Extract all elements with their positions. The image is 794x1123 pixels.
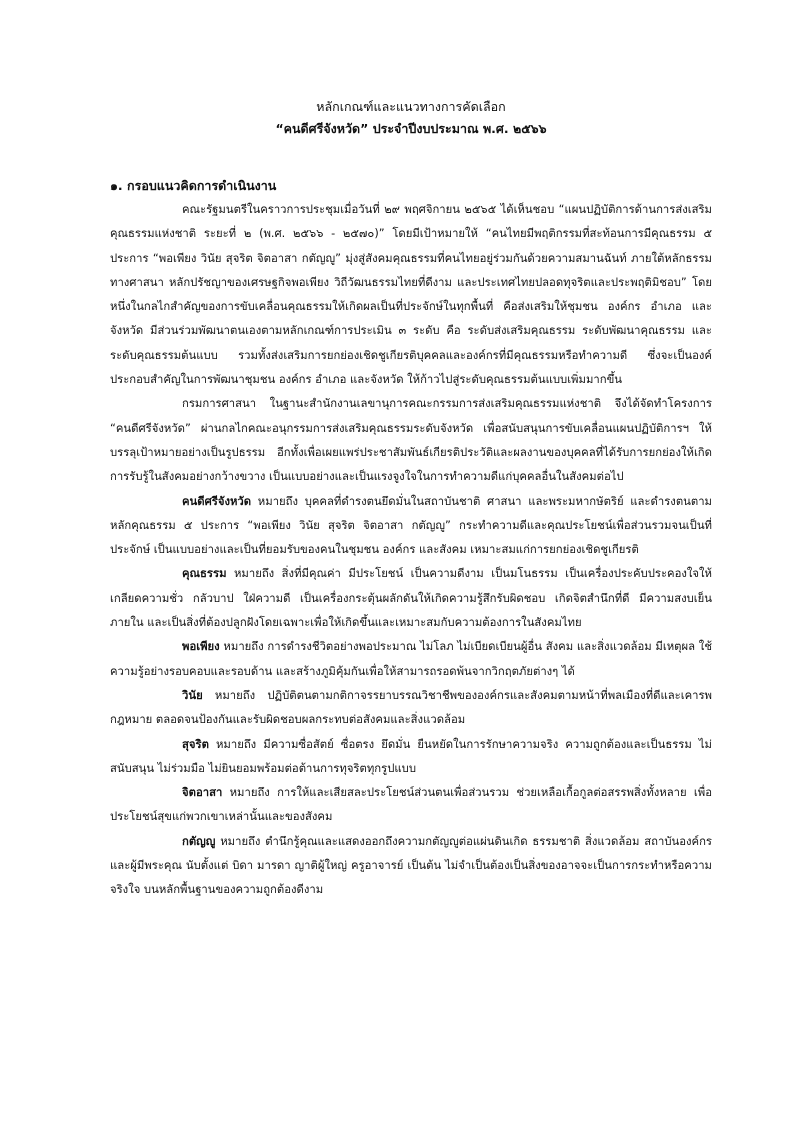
title-line-1: หลักเกณฑ์และแนวทางการคัดเลือก <box>316 99 506 114</box>
definition-term: พอเพียง <box>182 640 220 654</box>
definition-text: หมายถึง บุคคลที่ดำรงตนยึดมั่นในสถาบันชาติ ศาสนา และพระมหากษัตริย์ และดำรงตนตามหลักคุณธรรม ๕ ประการ “พอเพียง วินัย สุจริต จิตอาสา กตัญญู” กระทำความดีและคุณประโยชน์เพื่อส่วนรวมจนเป็นที่ประจักษ์ เป็นแบบอย่างและเป็นที่ยอมรับของคนในชุมชน องค์กร และสังคม เหมาะสมแก่การยกย่องเชิดชูเกียรติ <box>110 494 712 557</box>
definition-term: คุณธรรม <box>182 567 227 581</box>
definition-winai <box>110 684 712 733</box>
definition-khunatham <box>110 562 712 635</box>
definition-term: จิตอาสา <box>182 786 223 800</box>
paragraph-project: กรมการศาสนา ในฐานะสำนักงานเลขานุการคณะกรรมการส่งเสริมคุณธรรมแห่งชาติ จึงได้จัดทำโครงการ “คนดีศรีจังหวัด” ผ่านกลไกคณะอนุกรรมการส่งเสริมคุณธรรมระดับจังหวัด เพื่อสนับสนุนการขับเคลื่อนแผนปฏิบัติการฯ ให้บรรลุเป้าหมายอย่างเป็นรูปธรรม อีกทั้งเพื่อเผยแพร่ประชาสัมพันธ์เกียรติประวัติและผลงานของบุคคลที่ได้รับการยกย่องให้เกิดการรับรู้ในสังคมอย่างกว้างขวาง เป็นแบบอย่างและเป็นแรงจูงใจในการทำความดีแก่บุคคลอื่นในสังคมต่อไป <box>110 397 712 484</box>
section-heading: ๑. กรอบแนวคิดการดำเนินงาน <box>110 178 277 193</box>
paragraph-background: คณะรัฐมนตรีในคราวการประชุมเมื่อวันที่ ๒๙ พฤศจิกายน ๒๕๖๕ ได้เห็นชอบ “แผนปฏิบัติการด้านการส่งเสริมคุณธรรมแห่งชาติ ระยะที่ ๒ (พ.ศ. ๒๕๖๖ - ๒๕๗๐)” โดยมีเป้าหมายให้ “คนไทยมีพฤติกรรมที่สะท้อนการมีคุณธรรม ๕ ประการ “พอเพียง วินัย สุจริต จิตอาสา กตัญญู” มุ่งสู่สังคมคุณธรรมที่คนไทยอยู่ร่วมกันด้วยความสมานฉันท์ ภายใต้หลักธรรมทางศาสนา หลักปรัชญาของเศรษฐกิจพอเพียง วิถีวัฒนธรรมไทยที่ดีงาม และประเทศไทยปลอดทุจริตและประพฤติมิชอบ” โดยหนึ่งในกลไกสำคัญของการขับเคลื่อนคุณธรรมให้เกิดผลเป็นที่ประจักษ์ในทุกพื้นที่ คือส่งเสริมให้ชุมชน องค์กร อำเภอ และจังหวัด มีส่วนร่วมพัฒนาตนเองตามหลักเกณฑ์การประเมิน ๓ ระดับ คือ ระดับส่งเสริมคุณธรรม ระดับพัฒนาคุณธรรม และระดับคุณธรรมต้นแบบ รวมทั้งส่งเสริมการยกย่องเชิดชูเกียรติบุคคลและองค์กรที่มีคุณธรรมหรือทำความดี ซึ่งจะเป็นองค์ประกอบสำคัญในการพัฒนาชุมชน องค์กร อำเภอ และจังหวัด ให้ก้าวไปสู่ระดับคุณธรรมต้นแบบเพิ่มมากขึ้น <box>110 203 712 387</box>
definition-text: หมายถึง มีความซื่อสัตย์ ซื่อตรง ยึดมั่น ยืนหยัดในการรักษาความจริง ความถูกต้องและเป็นธรรม ไม่สนับสนุน ไม่ร่วมมือ ไม่ยินยอมพร้อมต่อต้านการทุจริตทุกรูปแบบ <box>110 737 712 775</box>
definition-sujarit <box>110 733 712 782</box>
definition-jit-asa <box>110 781 712 830</box>
definition-khon-dee <box>110 490 712 563</box>
definition-phophiang <box>110 635 712 684</box>
definition-term: วินัย <box>182 688 203 702</box>
definition-text: หมายถึง สิ่งที่มีคุณค่า มีประโยชน์ เป็นความดีงาม เป็นมโนธรรม เป็นเครื่องประคับประคองใจให้เกลียดความชั่ว กลัวบาป ใฝ่ความดี เป็นเครื่องกระตุ้นผลักดันให้เกิดความรู้สึกรับผิดชอบ เกิดจิตสำนึกที่ดี มีความสงบเย็นภายใน และเป็นสิ่งที่ต้องปลูกฝังโดยเฉพาะเพื่อให้เกิดขึ้นและเหมาะสมกับความต้องการในสังคมไทย <box>110 567 712 630</box>
definition-term: กตัญญู <box>182 834 216 848</box>
definition-text: หมายถึง ตำนึกรู้คุณและแสดงออกถึงความกตัญญูต่อแผ่นดินเกิด ธรรมชาติ สิ่งแวดล้อม สถาบันองค์กร และผู้มีพระคุณ นับตั้งแต่ บิดา มารดา ญาติผู้ใหญ่ ครูอาจารย์ เป็นต้น ไม่จำเป็นต้องเป็นสิ่งของอาจจะเป็นการกระทำหรือความจริงใจ บนหลักพื้นฐานของความถูกต้องดีงาม <box>110 834 712 897</box>
document-title <box>110 96 712 140</box>
definition-text: หมายถึง การดำรงชีวิตอย่างพอประมาณ ไม่โลภ ไม่เบียดเบียนผู้อื่น สังคม และสิ่งแวดล้อม มีเหตุผล ใช้ความรู้อย่างรอบคอบและรอบด้าน และสร้างภูมิคุ้มกันเพื่อให้สามารถรอดพ้นจากวิกฤตภัยต่างๆ ได้ <box>110 640 712 678</box>
definition-term: คนดีศรีจังหวัด <box>182 494 252 508</box>
definition-text: หมายถึง การให้และเสียสละประโยชน์ส่วนตนเพื่อส่วนรวม ช่วยเหลือเกื้อกูลต่อสรรพสิ่งทั้งหลาย เพื่อประโยชน์สุขแก่พวกเขาเหล่านั้นและของสังคม <box>110 786 712 824</box>
definition-text: หมายถึง ปฏิบัติตนตามกติกาจรรยาบรรณวิชาชีพขององค์กรและสังคมตามหน้าที่พลเมืองที่ดีและเคารพกฎหมาย ตลอดจนป้องกันและรับผิดชอบผลกระทบต่อสังคมและสิ่งแวดล้อม <box>110 688 712 727</box>
definition-term: สุจริต <box>182 737 209 751</box>
title-line-2: “คนดีศรีจังหวัด” ประจำปีงบประมาณ พ.ศ. ๒๕๖๖ <box>275 121 547 136</box>
definition-katanyu <box>110 830 712 903</box>
